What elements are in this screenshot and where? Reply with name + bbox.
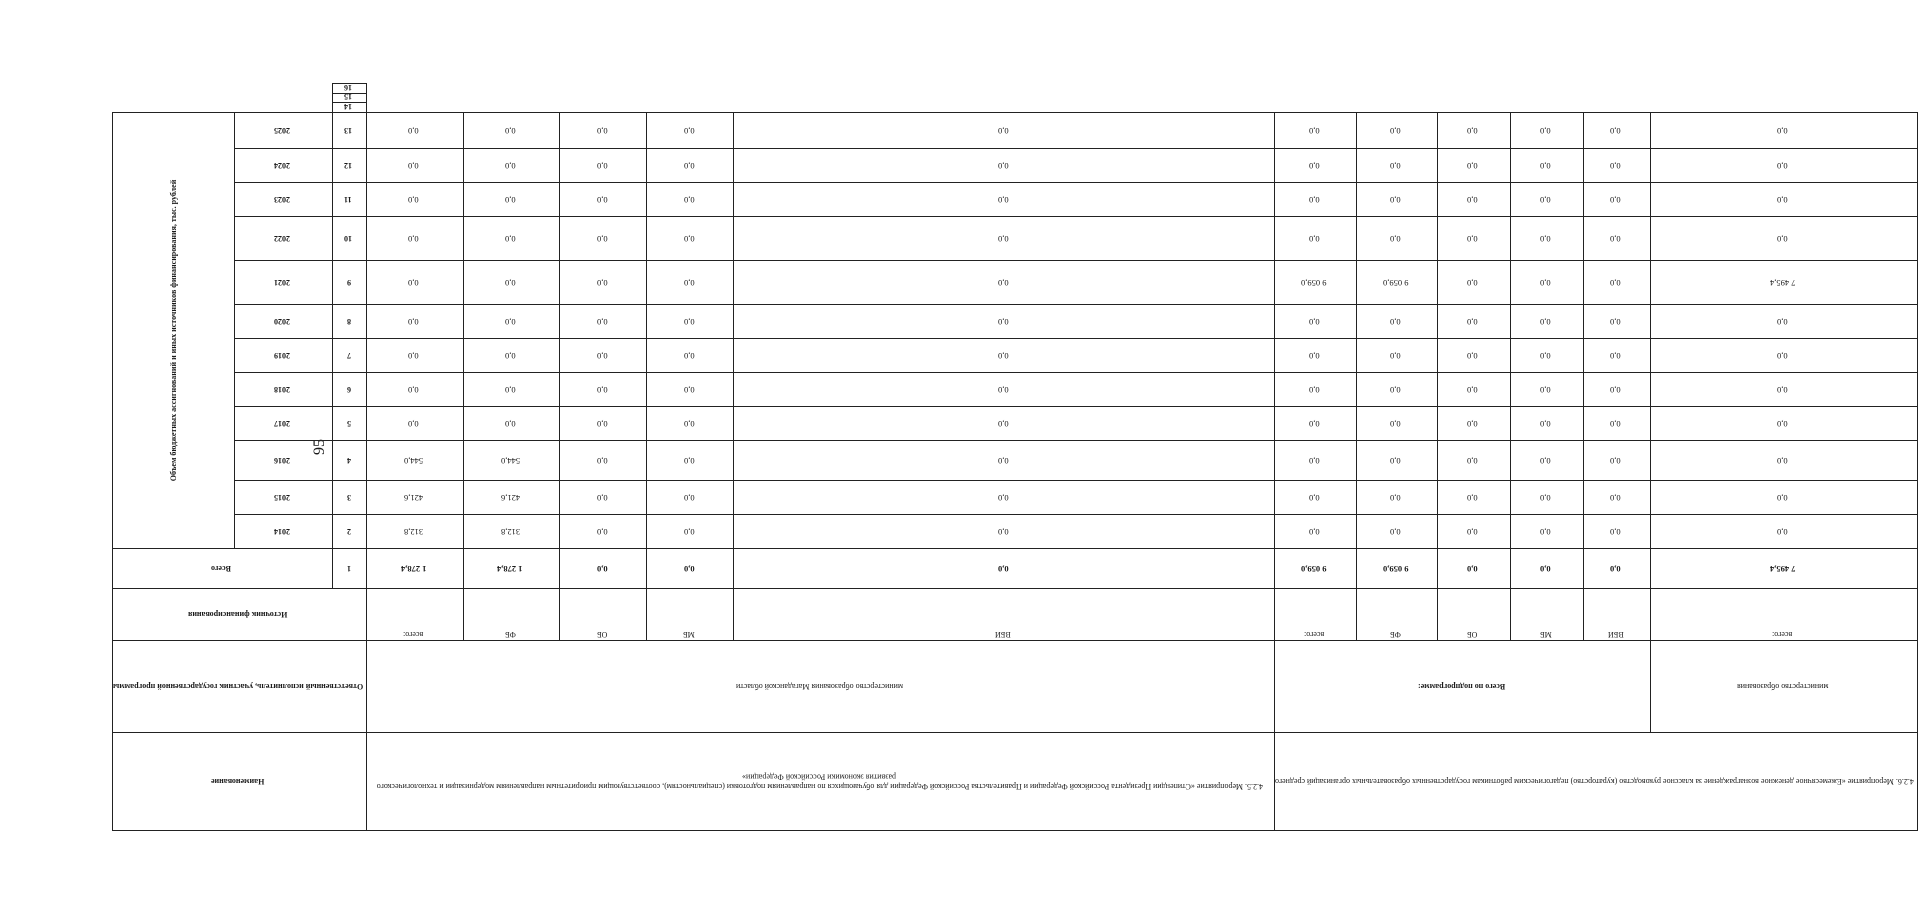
value-cell: 421,6 <box>463 481 560 515</box>
value-cell: 0,0 <box>1583 112 1650 148</box>
value-cell: 0,0 <box>1651 183 1917 217</box>
value-cell: 0,0 <box>647 373 734 407</box>
value-cell: 0,0 <box>1356 481 1437 515</box>
value-cell: 0,0 <box>1510 441 1583 481</box>
value-cell: 0,0 <box>1510 339 1583 373</box>
year-header: 2024 <box>234 149 332 183</box>
source-cell: ФБ <box>463 589 560 641</box>
value-cell: 0,0 <box>1510 305 1583 339</box>
value-cell: 0,0 <box>1510 373 1583 407</box>
table-row <box>1651 84 1917 831</box>
value-cell: 0,0 <box>1510 481 1583 515</box>
value-cell: 0,0 <box>647 261 734 305</box>
value-cell: 0,0 <box>1651 149 1917 183</box>
value-cell: 0,0 <box>366 183 463 217</box>
source-cell: всего: <box>1275 589 1356 641</box>
value-cell: 0,0 <box>734 217 1275 261</box>
value-cell: 0,0 <box>1437 339 1510 373</box>
header-volume-title: Объем бюджетных ассигнований и иных источников финансирования, тыс. рублей <box>113 112 235 548</box>
value-cell: 0,0 <box>1356 407 1437 441</box>
column-number: 15 <box>332 93 366 103</box>
value-cell: 0,0 <box>1437 261 1510 305</box>
value-cell: 0,0 <box>1583 183 1650 217</box>
column-number: 3 <box>332 481 366 515</box>
value-cell: 0,0 <box>1437 112 1510 148</box>
value-cell: 0,0 <box>1583 149 1650 183</box>
value-cell: 0,0 <box>1437 183 1510 217</box>
year-header: 2019 <box>234 339 332 373</box>
value-cell: 0,0 <box>366 261 463 305</box>
value-cell: 0,0 <box>1275 112 1356 148</box>
executor-cell: министерство образования Магаданской области <box>366 641 1275 733</box>
value-cell: 0,0 <box>1651 217 1917 261</box>
value-cell: 0,0 <box>1356 183 1437 217</box>
value-cell: 0,0 <box>647 149 734 183</box>
year-header: 2018 <box>234 373 332 407</box>
total-cell: 1 278,4 <box>366 549 463 589</box>
value-cell: 0,0 <box>1437 515 1510 549</box>
source-cell: МБ <box>647 589 734 641</box>
value-cell: 0,0 <box>1651 373 1917 407</box>
value-cell: 0,0 <box>647 112 734 148</box>
source-cell: ОБ <box>560 589 647 641</box>
value-cell: 0,0 <box>560 407 647 441</box>
value-cell: 0,0 <box>647 481 734 515</box>
value-cell: 0,0 <box>1510 261 1583 305</box>
value-cell: 0,0 <box>647 183 734 217</box>
column-number: 12 <box>332 149 366 183</box>
value-cell: 0,0 <box>1510 183 1583 217</box>
value-cell: 0,0 <box>463 305 560 339</box>
value-cell: 0,0 <box>366 149 463 183</box>
year-header: 2022 <box>234 217 332 261</box>
value-cell: 0,0 <box>1510 149 1583 183</box>
value-cell: 0,0 <box>734 407 1275 441</box>
column-number: 6 <box>332 373 366 407</box>
total-cell: 0,0 <box>560 549 647 589</box>
value-cell: 0,0 <box>1356 149 1437 183</box>
value-cell: 0,0 <box>1356 339 1437 373</box>
value-cell: 0,0 <box>1437 481 1510 515</box>
column-number: 2 <box>332 515 366 549</box>
year-header: 2023 <box>234 183 332 217</box>
year-header: 2025 <box>234 112 332 148</box>
column-number: 7 <box>332 339 366 373</box>
column-number: 13 <box>332 112 366 148</box>
value-cell: 0,0 <box>647 339 734 373</box>
value-cell: 0,0 <box>366 217 463 261</box>
value-cell: 0,0 <box>1510 407 1583 441</box>
total-cell: 0,0 <box>647 549 734 589</box>
column-number: 16 <box>332 84 366 94</box>
value-cell: 0,0 <box>734 373 1275 407</box>
value-cell: 0,0 <box>560 481 647 515</box>
column-number: 5 <box>332 407 366 441</box>
value-cell: 9 059,0 <box>1275 261 1356 305</box>
value-cell: 0,0 <box>1437 305 1510 339</box>
value-cell: 0,0 <box>734 261 1275 305</box>
value-cell: 0,0 <box>1651 305 1917 339</box>
total-cell: 0,0 <box>1437 549 1510 589</box>
table-row <box>366 84 463 831</box>
value-cell: 0,0 <box>647 515 734 549</box>
column-number: 11 <box>332 183 366 217</box>
value-cell: 0,0 <box>734 441 1275 481</box>
value-cell: 0,0 <box>366 373 463 407</box>
value-cell: 7 495,4 <box>1651 261 1917 305</box>
financing-table <box>112 83 1918 831</box>
value-cell: 0,0 <box>647 217 734 261</box>
value-cell: 0,0 <box>1275 217 1356 261</box>
value-cell: 0,0 <box>1510 217 1583 261</box>
value-cell: 0,0 <box>560 149 647 183</box>
value-cell: 0,0 <box>366 339 463 373</box>
value-cell: 0,0 <box>734 515 1275 549</box>
value-cell: 0,0 <box>734 183 1275 217</box>
value-cell: 9 059,0 <box>1356 261 1437 305</box>
value-cell: 0,0 <box>463 407 560 441</box>
value-cell: 0,0 <box>463 149 560 183</box>
value-cell: 0,0 <box>734 339 1275 373</box>
value-cell: 0,0 <box>647 305 734 339</box>
source-cell: всего: <box>366 589 463 641</box>
value-cell: 0,0 <box>1651 339 1917 373</box>
value-cell: 0,0 <box>366 112 463 148</box>
value-cell: 0,0 <box>1651 481 1917 515</box>
value-cell: 0,0 <box>734 112 1275 148</box>
value-cell: 0,0 <box>463 373 560 407</box>
source-cell: ВБИ <box>734 589 1275 641</box>
total-cell: 0,0 <box>1510 549 1583 589</box>
value-cell: 0,0 <box>366 407 463 441</box>
header-total: Всего <box>113 549 333 589</box>
column-number: 4 <box>332 441 366 481</box>
total-cell: 1 278,4 <box>463 549 560 589</box>
value-cell: 0,0 <box>1356 373 1437 407</box>
total-cell: 0,0 <box>1583 549 1650 589</box>
value-cell: 312,8 <box>463 515 560 549</box>
total-cell: 9 059,0 <box>1275 549 1356 589</box>
page-number: 95 <box>311 439 328 455</box>
measure-name-cell: 4.2.6. Мероприятие «Ежемесячное денежное вознаграждение за классное руководство (кураторство) педагогическим работникам государственных образовательных организаций среднего <box>1275 733 1917 831</box>
value-cell: 0,0 <box>463 217 560 261</box>
value-cell: 0,0 <box>366 305 463 339</box>
header-executor: Ответственный исполнитель, участник государственной программы <box>113 641 367 733</box>
value-cell: 0,0 <box>1583 407 1650 441</box>
year-header: 2016 <box>234 441 332 481</box>
value-cell: 0,0 <box>1437 373 1510 407</box>
year-header: 2021 <box>234 261 332 305</box>
value-cell: 0,0 <box>463 339 560 373</box>
value-cell: 0,0 <box>647 441 734 481</box>
value-cell: 0,0 <box>647 407 734 441</box>
value-cell: 0,0 <box>560 112 647 148</box>
value-cell: 0,0 <box>1275 149 1356 183</box>
total-cell: 0,0 <box>734 549 1275 589</box>
column-number: 9 <box>332 261 366 305</box>
value-cell: 0,0 <box>560 373 647 407</box>
value-cell: 0,0 <box>1651 112 1917 148</box>
executor-total-cell: Всего по подпрограмме: <box>1275 641 1651 733</box>
value-cell: 312,8 <box>366 515 463 549</box>
value-cell: 0,0 <box>1275 373 1356 407</box>
source-cell: всего: <box>1651 589 1917 641</box>
source-cell: ФБ <box>1356 589 1437 641</box>
value-cell: 0,0 <box>560 305 647 339</box>
column-number: 14 <box>332 103 366 113</box>
column-number: 1 <box>332 549 366 589</box>
source-cell: ВБИ <box>1583 589 1650 641</box>
value-cell: 0,0 <box>1437 149 1510 183</box>
header-name: Наименование <box>113 733 367 831</box>
year-header: 2020 <box>234 305 332 339</box>
value-cell: 0,0 <box>1583 305 1650 339</box>
value-cell: 0,0 <box>463 183 560 217</box>
value-cell: 0,0 <box>560 183 647 217</box>
year-header: 2014 <box>234 515 332 549</box>
value-cell: 0,0 <box>1651 441 1917 481</box>
year-header: 2015 <box>234 481 332 515</box>
value-cell: 0,0 <box>1583 217 1650 261</box>
value-cell: 0,0 <box>1356 441 1437 481</box>
value-cell: 0,0 <box>1275 339 1356 373</box>
value-cell: 0,0 <box>1583 441 1650 481</box>
value-cell: 0,0 <box>1583 373 1650 407</box>
value-cell: 0,0 <box>1437 217 1510 261</box>
value-cell: 0,0 <box>560 515 647 549</box>
value-cell: 0,0 <box>1651 515 1917 549</box>
value-cell: 0,0 <box>1583 515 1650 549</box>
measure-name-cell: 4.2.5. Мероприятие «Стипендии Президента Российской Федерации и Правительства Российской Федерации для обучающихся по направлениям подготовки (специальностям), соответствующим приоритетным направлениям модернизации и технологического развития экономики Российской Федерации» <box>366 733 1275 831</box>
value-cell: 0,0 <box>560 217 647 261</box>
value-cell: 0,0 <box>734 305 1275 339</box>
value-cell: 0,0 <box>1275 183 1356 217</box>
value-cell: 0,0 <box>463 261 560 305</box>
value-cell: 0,0 <box>1437 441 1510 481</box>
value-cell: 0,0 <box>734 149 1275 183</box>
executor-cell: министерство образования <box>1651 641 1917 733</box>
value-cell: 0,0 <box>1583 261 1650 305</box>
value-cell: 0,0 <box>1275 441 1356 481</box>
value-cell: 544,0 <box>366 441 463 481</box>
value-cell: 0,0 <box>463 112 560 148</box>
value-cell: 0,0 <box>560 339 647 373</box>
value-cell: 0,0 <box>1510 112 1583 148</box>
value-cell: 0,0 <box>1275 515 1356 549</box>
year-header: 2017 <box>234 407 332 441</box>
value-cell: 0,0 <box>1275 305 1356 339</box>
value-cell: 0,0 <box>1651 407 1917 441</box>
value-cell: 0,0 <box>1356 217 1437 261</box>
value-cell: 0,0 <box>560 261 647 305</box>
header-source: Источник финансирования <box>113 589 367 641</box>
value-cell: 0,0 <box>1356 305 1437 339</box>
value-cell: 0,0 <box>1510 515 1583 549</box>
total-cell: 7 495,4 <box>1651 549 1917 589</box>
table-row <box>1275 84 1356 831</box>
value-cell: 0,0 <box>560 441 647 481</box>
value-cell: 0,0 <box>1275 481 1356 515</box>
value-cell: 421,6 <box>366 481 463 515</box>
value-cell: 0,0 <box>1356 515 1437 549</box>
value-cell: 0,0 <box>1583 481 1650 515</box>
value-cell: 544,0 <box>463 441 560 481</box>
value-cell: 0,0 <box>1583 339 1650 373</box>
total-cell: 9 059,0 <box>1356 549 1437 589</box>
value-cell: 0,0 <box>734 481 1275 515</box>
value-cell: 0,0 <box>1275 407 1356 441</box>
column-number: 10 <box>332 217 366 261</box>
column-number: 8 <box>332 305 366 339</box>
value-cell: 0,0 <box>1356 112 1437 148</box>
financing-table-rotated <box>112 82 1915 831</box>
source-cell: МБ <box>1510 589 1583 641</box>
source-cell: ОБ <box>1437 589 1510 641</box>
value-cell: 0,0 <box>1437 407 1510 441</box>
